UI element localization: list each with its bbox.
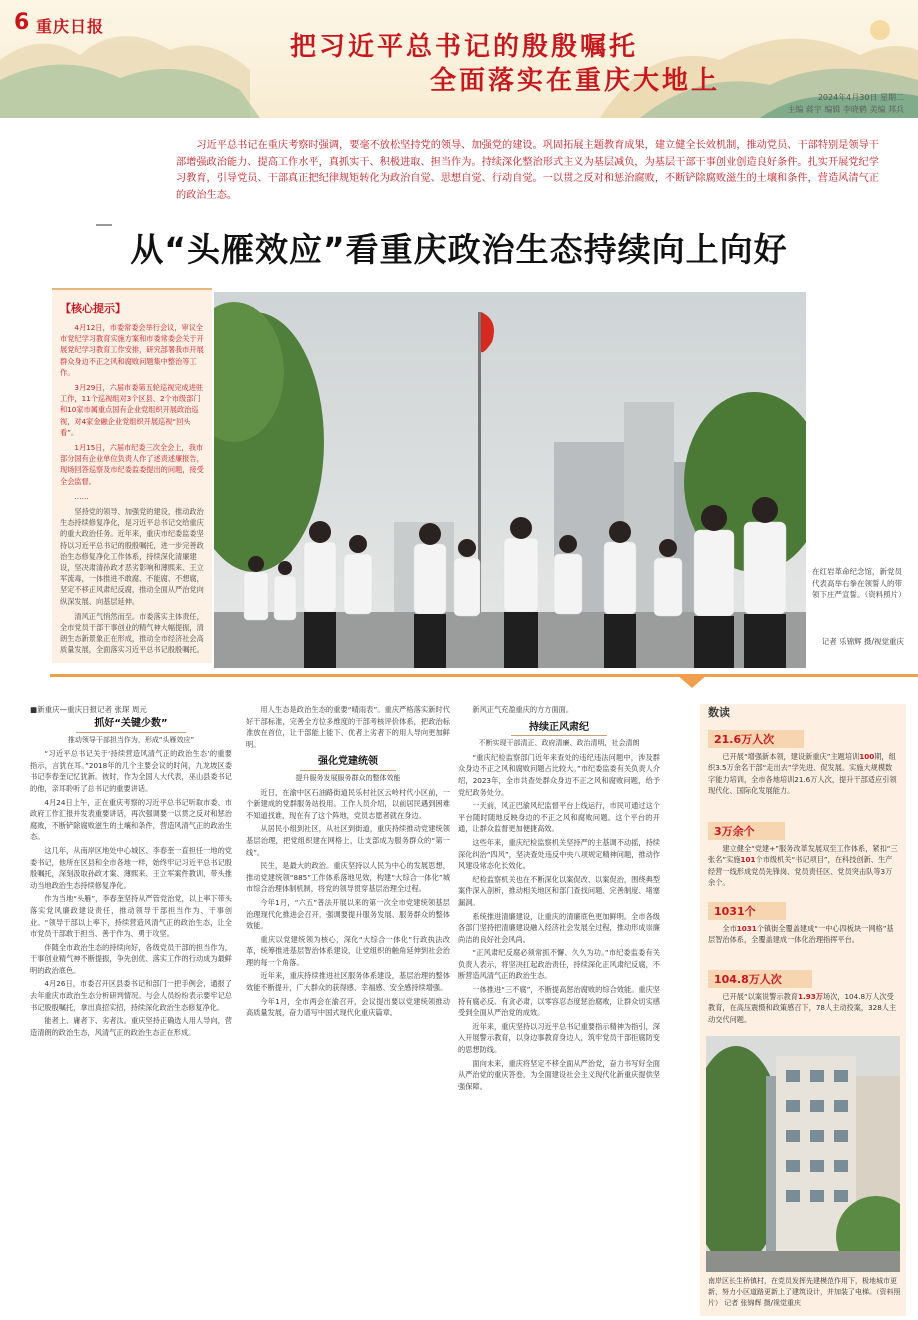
article-paragraph: 面向未来，重庆将坚定不移全面从严治党，奋力书写好全面从严治党的重庆答卷，为全面建设社会主义现代化新重庆提供坚强保障。 — [458, 1058, 660, 1091]
article-paragraph: 作为当地“头雁”，李春奎坚持从严管党治党，以上率下带头落实党风廉政建设责任，推动领导干部担当作为、干事创业。“领导干部以上率下，持续营造风清气正的政治生态，让全市党员干部敢于担当、善于作为、勇于攻坚。 — [30, 894, 232, 939]
headline-line-1: 把习近平总书记的殷殷嘱托 — [290, 32, 639, 62]
issue-date: 2024年4月30日 星期二 — [817, 93, 904, 102]
stat-text: 已开展“以案说警示教育1.93万场次，104.8万人次受教育，在高压震慑和政策感召下，78人主动投案，328人主动交代问题。 — [708, 992, 897, 1024]
article-column-2 — [246, 704, 450, 1312]
residential-photo — [706, 1036, 900, 1272]
article-paragraph: 系统推进清廉建设，让重庆的清廉底色更加鲜明。全市各级各部门坚持把清廉建设融入经济社会发展全过程，推动形成崇廉尚洁的良好社会风尚。 — [458, 911, 660, 944]
headline-line-2: 全面落实在重庆大地上 — [430, 66, 721, 96]
photo-caption: 在红岩革命纪念馆，新党员代表高举右拳在领誓人的带领下庄严宣誓。（资料照片） — [812, 567, 906, 599]
core-tip-paragraph: 坚持党的领导、加强党的建设，推动政治生态持续修复净化，是习近平总书记交给重庆的重大政治任务。近年来，重庆市纪委监委坚持以习近平总书记的殷殷嘱托，进一步完善政治生态修复净化工作体系，持续深化清廉建设，坚决肃清孙政才恶劣影响和薄熙来、王立军流毒，一体推进不敢腐、不能腐、不想腐，坚定不移正风肃纪反腐，推动全面从严治党向纵深发展、向基层延伸。 — [60, 507, 204, 606]
section-heading — [30, 716, 232, 746]
article-column-3 — [458, 704, 660, 1312]
data-sidebar-title: 数读 — [708, 706, 730, 719]
stat-block — [708, 728, 898, 797]
section-title: 抓好“关键少数” — [76, 716, 185, 733]
stat-text: 已开展“增强新本领，建设新重庆”主题培训100期，组织3.5万余名干部“走出去”学先进、促发展。实施大规模数字能力培训，全市各地培训21.6万人次，提升干部适应引领现代化、国际化发展能力。 — [708, 752, 897, 796]
main-title: 从“头雁效应”看重庆政治生态持续向上向好 — [130, 230, 788, 269]
stat-block — [708, 820, 898, 889]
article-paragraph: 伴随全市政治生态的持续向好，各级党员干部的担当作为，干事创业精气神不断提振，争先创优、落实工作的行动成为最鲜明的政治底色。 — [30, 942, 232, 975]
photo2-illustration — [706, 1036, 900, 1272]
photo-illustration — [214, 292, 806, 668]
article-paragraph: 近年来，重庆持续推进社区服务体系建设，基层治理的整体效能不断提升，广大群众的获得感、幸福感、安全感持续增强。 — [246, 971, 450, 993]
article-paragraph: 用人生态是政治生态的重要“晴雨表”。重庆严格落实新时代好干部标准，完善全方位多维度的干部考核评价体系，把政治标准放在首位，让干部能上能下、优者上劣者下的用人导向更加鲜明。 — [246, 705, 450, 749]
core-tip-paragraph: 4月12日，市委常委会举行会议，审议全市党纪学习教育实施方案和市委常委会关于开展党纪学习教育工作安排，研究部署我市开展群众身边不正之风和腐败问题集中整治等工作。 — [60, 323, 204, 377]
article-paragraph: 今年1月，全市两会在渝召开，会议提出要以党建统领推动高质量发展，奋力谱写中国式现代化重庆篇章。 — [246, 996, 450, 1018]
core-tip-paragraph: 1月15日，六届市纪委三次全会上，我市部分国有企业单位负责人作了述责述廉报告，现场回答巡察及市纪委监委提出的问题，接受全会监督。 — [60, 443, 204, 486]
core-tip-box — [52, 288, 212, 663]
section-subtitle: 推动领导干部担当作为，形成“头雁效应” — [67, 735, 195, 744]
page-number: 6 — [14, 10, 30, 35]
article-paragraph: “习近平总书记关于‘持续营造风清气正的政治生态’的重要指示，言犹在耳。”2018年的几个主要会议的时间，九龙坡区委书记李春奎记忆犹新。彼时，作为全国人大代表，巫山县委书记的他，亲耳聆听了总书记的重要讲话。 — [30, 749, 232, 793]
section-subtitle: 不断实现干部清正、政府清廉、政治清明，社会清朗 — [478, 739, 640, 748]
photo-credit: 记者 乐锦辉 摄/视觉重庆 — [821, 637, 904, 646]
stat-block — [708, 900, 898, 946]
article-paragraph: “正风肃纪反腐必须常抓不懈、久久为功。”市纪委监委有关负责人表示，将坚决扛起政治责任，持续深化正风肃纪反腐，不断营造风清气正的政治生态。 — [458, 948, 660, 981]
oath-ceremony-photo — [214, 292, 806, 668]
article-paragraph: 近年来，重庆坚持以习近平总书记重要指示精神为指引，深入开展警示教育，以身边事教育身边人，筑牢党员干部拒腐防变的思想防线。 — [458, 1021, 660, 1055]
article-paragraph: 4月26日，市委召开区县委书记和部门一把手例会，通报了去年重庆市政治生态分析研判情况。与会人员纷纷表示要牢记总书记殷殷嘱托，拿出真招实招，持续深化政治生态修复净化。 — [30, 979, 232, 1012]
stat-number: 1031个 — [708, 902, 786, 920]
section-heading — [458, 720, 660, 750]
issue-staff: 主编 蒋宇 编辑 李晓鹤 美编 邦兵 — [787, 105, 904, 114]
section-title: 强化党建统领 — [300, 754, 396, 771]
stat-number: 21.6万人次 — [708, 730, 804, 748]
section-rule-marker — [676, 674, 708, 688]
stat-number: 3万余个 — [708, 822, 785, 840]
stat-block — [708, 968, 898, 1025]
section-title: 持续正风肃纪 — [511, 720, 607, 737]
section-subtitle: 提升服务发展服务群众的整体效能 — [295, 773, 401, 782]
article-paragraph: 这些年来，重庆纪检监察机关坚持严的主基调不动摇，持续深化纠治“四风”，坚决查处违反中央八项规定精神问题，推动作风建设常态化长效化。 — [458, 837, 660, 871]
article-paragraph: 纪检监察机关也在不断深化以案促改、以案促治，围绕典型案件深入剖析，推动相关地区和部门查找问题、完善制度、堵塞漏洞。 — [458, 874, 660, 907]
core-tip-paragraph: 3月29日，六届市委第五轮巡视完成进驻工作，11个巡视组对3个区县、2个市级部门和10家市属重点国有企业党组织开展政治巡视，对4家金融企业党组织开展巡视“回头看”。 — [60, 383, 204, 437]
stat-number: 104.8万人次 — [708, 970, 812, 988]
section-rule — [50, 674, 918, 677]
article-paragraph: 重庆以党建统领为核心，深化“大综合一体化”行政执法改革，统筹推进基层智治体系建设，让党组织的触角延伸到社会治理的每一个角落。 — [246, 934, 450, 967]
article-paragraph: 民生，是最大的政治。重庆坚持以人民为中心的发展思想，推动党建统领“885”工作体系落地见效，构建“大综合一体化”城市综合治理体制机制，将党的领导贯穿基层治理全过程。 — [246, 861, 450, 894]
article-paragraph: 新风正气充盈重庆的方方面面。 — [472, 705, 574, 714]
article-paragraph: 一天前，风正巴渝风纪监督平台上线运行，市民可通过这个平台随时随地反映身边的不正之风和腐败问题。这个平台的开通，让群众监督更加便捷高效。 — [458, 801, 660, 834]
paper-name: 重庆日报 — [36, 17, 105, 36]
stat-text: 全市1031个镇街全覆盖建成“一中心四板块一网格”基层智治体系，全覆盖建成一体化治理指挥平台。 — [708, 924, 894, 945]
photo2-caption: 南岸区长生桥镇村，在党员发挥先建模范作用下，极地城市更新，努力小区道路更新上了建筑设计，并加装了电梯。（资料照片） 记者 张锦辉 摄/视觉重庆 — [708, 1277, 901, 1307]
core-tip-paragraph: 清风正气悄然而至。市委落实主体责任，全市党员干部干事创业的精气神大幅提振，清朗生态新景象正在形成，推动全市经济社会高质量发展，全面落实习近平总书记殷殷嘱托。 — [60, 611, 204, 655]
article-paragraph: 从居民小组到社区，从社区到街道，重庆持续推动党建统领基层治理，把党组织建在网格上，让支部成为服务群众的“第一线”。 — [246, 824, 450, 857]
core-tip-paragraph: …… — [74, 491, 89, 501]
byline: ■新重庆—重庆日报记者 张琛 周元 — [30, 705, 147, 714]
article-paragraph: 一体推进“三不腐”，不断提高惩治腐败的综合效能。重庆坚持有腐必反、有贪必肃，以零容忍态度惩治腐败，让群众切实感受到全面从严治党的成效。 — [458, 985, 660, 1018]
article-paragraph: 近日，在渝中区石油路街道民乐村社区云岭村代小区前，一个新建成的党群服务站投用。工作人员介绍，以前居民遇到困难不知道找谁，现在有了这个阵地，党员志愿者就在身边。 — [246, 787, 450, 820]
article-paragraph: 能者上、庸者下、劣者汰。重庆坚持正确选人用人导向，营造清朗的政治生态，风清气正的政治生态正在形成。 — [30, 1016, 232, 1037]
section-heading — [246, 754, 450, 784]
masthead — [0, 0, 918, 118]
intro-paragraph: 习近平总书记在重庆考察时强调，要毫不放松坚持党的领导、加强党的建设。巩固拓展主题教育成果，建立健全长效机制，推动党员、干部特别是领导干部增强政治能力、提高工作水平，真抓实干、积极进取、担当作为。持续深化整治形式主义为基层减负，为基层干部干事创业创造良好条件。扎实开展党纪学习教育，引导党员、干部真正把纪律规矩转化为政治自觉、思想自觉、行动自觉。一以贯之反对和惩治腐败，不断铲除腐败滋生的土壤和条件，营造风清气正的政治生态。 — [176, 140, 879, 201]
stat-text: 建立健全“党建+”服务改革发展双至工作体系，紧扣“三张名”实施101个市级机关“书记项目”，在科技创新、生产经营一线形成党员先锋岗、党员责任区、党员突击队等3万余个。 — [708, 844, 898, 888]
article-column-1 — [30, 712, 232, 1310]
core-tip-title: 【核心提示】 — [60, 302, 126, 315]
article-paragraph: 今年1月，“六五”普法开展以来的第一次全市党建统领基层治理现代化推进会召开，强调要提升服务发展、服务群众的整体效能。 — [246, 897, 450, 931]
article-paragraph: “重庆纪检监察部门近年来查处的违纪违法问题中，涉及群众身边不正之风和腐败问题占比较大。”市纪委监委有关负责人介绍，2023年，全市共查处群众身边不正之风和腐败问题，给予党纪政务处分。 — [458, 752, 660, 797]
article-paragraph: 这几年，从南岸区地处中心城区、李春奎一直担任一地的党委书记，他所在区县和全市各地一样，始终牢记习近平总书记殷殷嘱托，深刻汲取孙政才案、薄熙来、王立军案件教训，带头推动当地政治生态持续修复净化。 — [30, 845, 232, 890]
article-paragraph: 4月24日上午，正在重庆考察的习近平总书记听取市委、市政府工作汇报并发表重要讲话，再次强调要一以贯之反对和惩治腐败，不断铲除腐败滋生的土壤和条件，营造风清气正的政治生态。 — [30, 797, 232, 842]
